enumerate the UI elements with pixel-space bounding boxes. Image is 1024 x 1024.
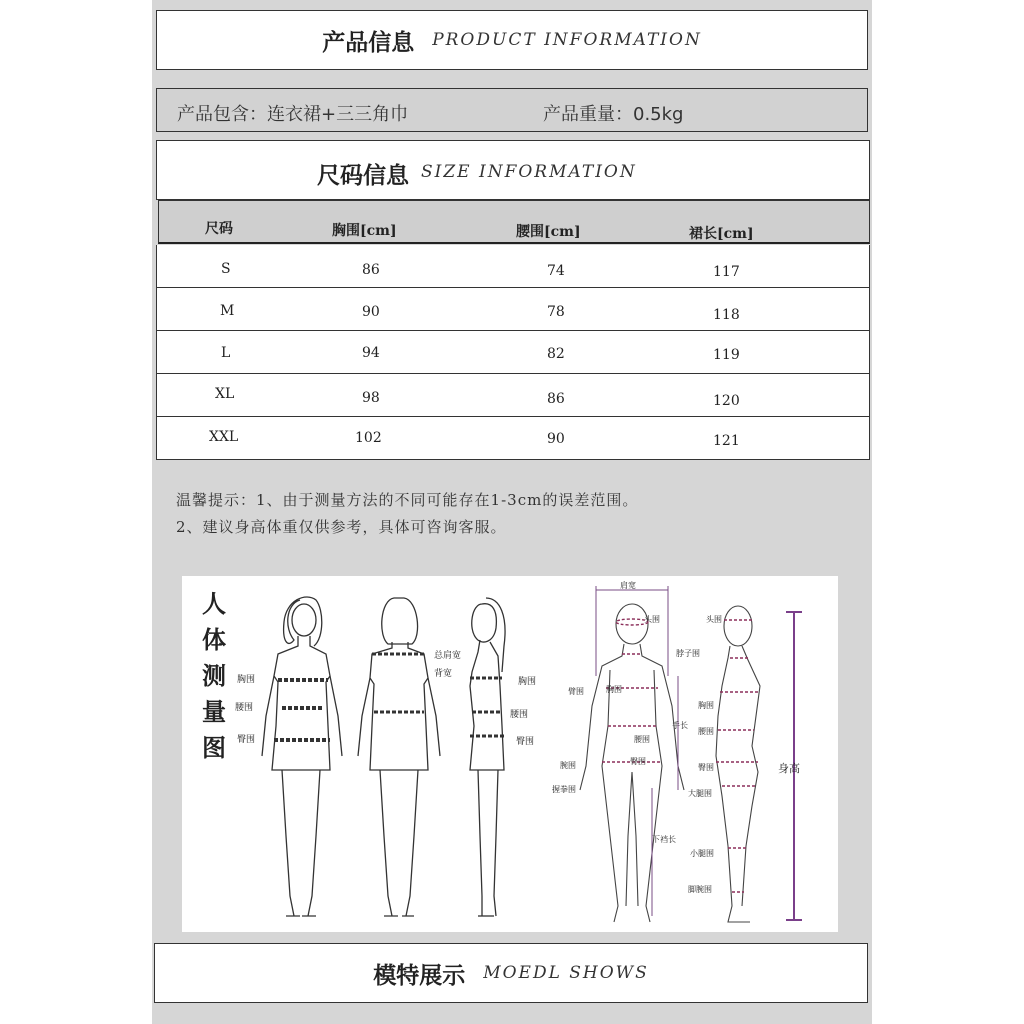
- size-table-header: [158, 200, 870, 244]
- cell-waist: 74: [547, 263, 565, 279]
- header-bust: 胸围[cm]: [332, 223, 397, 239]
- diagram-label: 头围: [706, 615, 722, 624]
- cell-size: XL: [215, 386, 235, 402]
- side-label: 胸围: [518, 677, 537, 687]
- cell-bust: 94: [362, 345, 380, 361]
- cell-bust: 86: [362, 262, 380, 278]
- diagram-label: 脖子围: [676, 649, 700, 658]
- size-info-title-box: [156, 140, 870, 200]
- size-info-title-cn: 尺码信息: [317, 163, 409, 189]
- front-label: 腰围: [235, 703, 254, 713]
- diagram-side-body: [716, 606, 760, 922]
- product-info-title-box: [156, 10, 868, 70]
- model-show-title-en: MOEDL SHOWS: [483, 963, 649, 983]
- vertical-title-char: 体: [202, 626, 226, 654]
- diagram-label: 腰围: [698, 727, 714, 736]
- header-size: 尺码: [205, 221, 233, 237]
- table-row: [156, 245, 870, 288]
- diagram-label: 腰围: [634, 735, 650, 744]
- measurement-drawing: [182, 576, 838, 932]
- diagram-label: 臀围: [698, 763, 714, 772]
- model-show-title-box: [154, 943, 868, 1003]
- package-contents: 产品包含：连衣裙+三三角巾: [177, 104, 409, 125]
- side-figure: [470, 598, 505, 916]
- diagram-label: 胸围: [606, 685, 622, 694]
- diagram-label: 臂围: [568, 687, 584, 696]
- product-contents-bar: [156, 88, 868, 132]
- vertical-title-char: 图: [202, 734, 226, 762]
- cell-length: 119: [713, 347, 740, 363]
- cell-size: XXL: [209, 429, 239, 445]
- cell-size: L: [221, 345, 231, 361]
- diagram-label: 小腿围: [690, 849, 714, 858]
- table-row: [156, 288, 870, 331]
- diagram-label: 臀围: [630, 757, 646, 766]
- note-line-2: 2、建议身高体重仅供参考，具体可咨询客服。: [176, 518, 507, 536]
- back-label: 总肩宽: [434, 651, 462, 661]
- cell-waist: 90: [547, 431, 565, 447]
- back-label: 背宽: [434, 669, 453, 679]
- diagram-label: 胸围: [698, 701, 714, 710]
- diagram-label: 腕围: [560, 761, 576, 770]
- diagram-label: 脚腕围: [688, 885, 712, 894]
- diagram-label: 下裆长: [652, 835, 676, 844]
- product-weight: 产品重量：0.5kg: [543, 104, 684, 125]
- diagram-label: 身高: [778, 762, 800, 775]
- cell-bust: 102: [355, 430, 382, 446]
- vertical-title-char: 量: [202, 698, 226, 726]
- cell-bust: 98: [362, 390, 380, 406]
- header-waist: 腰围[cm]: [516, 224, 581, 240]
- diagram-label: 手长: [672, 721, 688, 730]
- cell-waist: 78: [547, 304, 565, 320]
- diagram-label: 握拳围: [552, 785, 576, 794]
- vertical-title-char: 人: [202, 590, 226, 618]
- cell-waist: 82: [547, 346, 565, 362]
- table-row: [156, 417, 870, 460]
- diagram-label: 肩宽: [620, 581, 636, 590]
- table-row: [156, 331, 870, 374]
- note-line-1: 温馨提示：1、由于测量方法的不同可能存在1-3cm的误差范围。: [176, 491, 639, 509]
- size-info-title-en: SIZE INFORMATION: [421, 162, 637, 182]
- cell-size: M: [220, 303, 235, 319]
- front-label: 臀围: [237, 735, 256, 745]
- side-label: 臀围: [516, 737, 535, 747]
- product-info-title-en: PRODUCT INFORMATION: [432, 30, 702, 50]
- front-figure: [262, 597, 342, 916]
- cell-size: S: [221, 261, 231, 277]
- model-show-title-cn: 模特展示: [373, 962, 466, 989]
- header-length: 裙长[cm]: [689, 226, 754, 242]
- product-info-title-cn: 产品信息: [322, 29, 415, 56]
- cell-bust: 90: [362, 304, 380, 320]
- cell-length: 118: [713, 307, 740, 323]
- cell-waist: 86: [547, 391, 565, 407]
- front-label: 胸围: [237, 675, 256, 685]
- vertical-title-char: 测: [202, 662, 226, 690]
- cell-length: 121: [713, 433, 740, 449]
- cell-length: 117: [713, 264, 740, 280]
- body-measurement-figure: [182, 576, 838, 932]
- table-row: [156, 374, 870, 417]
- diagram-label: 头围: [644, 615, 660, 624]
- diagram-label: 大腿围: [688, 789, 712, 798]
- back-figure: [358, 598, 440, 916]
- cell-length: 120: [713, 393, 740, 409]
- side-label: 腰围: [510, 710, 529, 720]
